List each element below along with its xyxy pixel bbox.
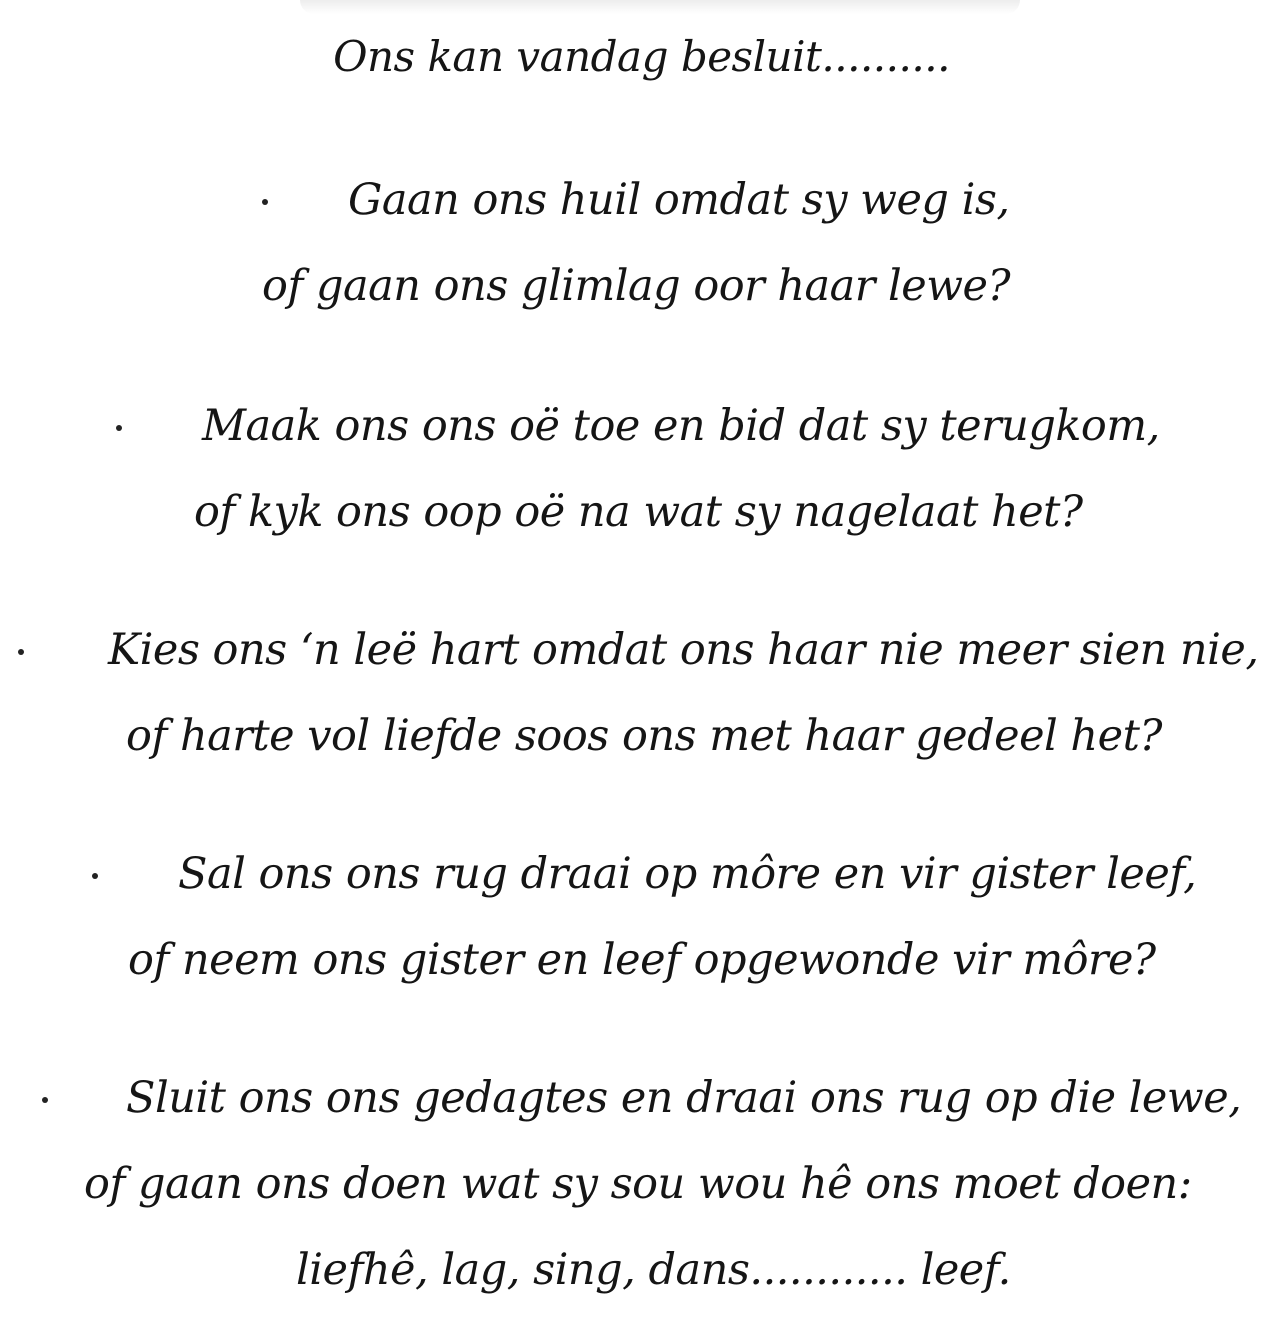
bullet-point: [90, 871, 100, 881]
stanza-5-line-1: Sluit ons ons gedagtes en draai ons rug op die lewe,: [126, 1073, 1242, 1123]
stanza-1-line-1: Gaan ons huil omdat sy weg is,: [348, 175, 1010, 225]
stanza-2-line-2: of kyk ons oop oë na wat sy nagelaat het?: [194, 487, 1083, 537]
bullet-point: [114, 423, 124, 433]
stanza-3-line-2: of harte vol liefde soos ons met haar gedeel het?: [126, 711, 1162, 761]
stanza-5-line-2: of gaan ons doen wat sy sou wou hê ons moet doen:: [84, 1159, 1192, 1209]
stanza-4-line-2: of neem ons gister en leef opgewonde vir môre?: [128, 935, 1156, 985]
bullet-point: [40, 1095, 50, 1105]
scan-shadow: [300, 0, 1020, 14]
stanza-1-line-2: of gaan ons glimlag oor haar lewe?: [262, 261, 1011, 311]
bullet-point: [260, 197, 270, 207]
stanza-4-line-1: Sal ons ons rug draai op môre en vir gister leef,: [178, 849, 1197, 899]
poem-title: Ons kan vandag besluit..........: [333, 32, 950, 81]
bullet-point: [16, 647, 26, 657]
stanza-3-line-1: Kies ons ‘n leë hart omdat ons haar nie meer sien nie,: [108, 625, 1259, 675]
stanza-5-line-3: liefhê, lag, sing, dans............ leef.: [296, 1245, 1011, 1295]
stanza-2-line-1: Maak ons ons oë toe en bid dat sy terugkom,: [202, 401, 1160, 451]
